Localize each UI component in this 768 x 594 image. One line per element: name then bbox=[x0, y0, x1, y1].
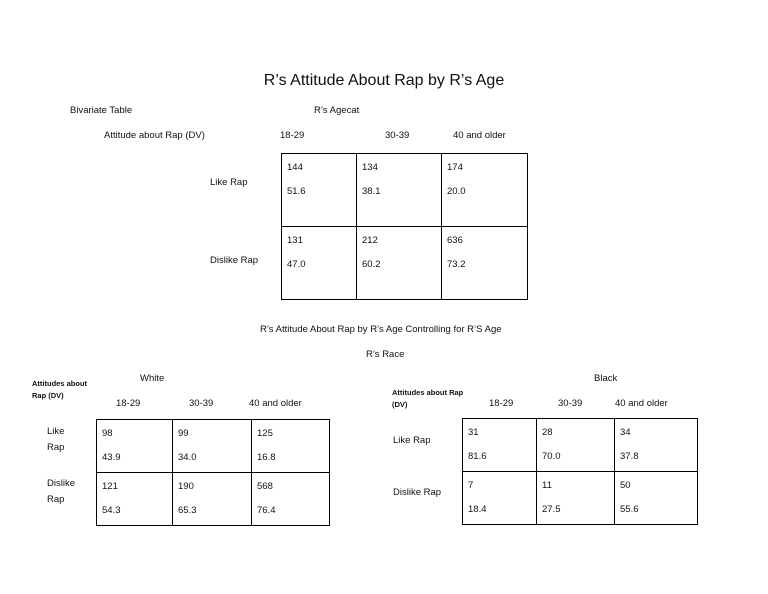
cell-percent: 34.0 bbox=[178, 452, 197, 463]
table-cell bbox=[97, 420, 173, 473]
cell-count: 31 bbox=[468, 427, 479, 438]
bivariate-table bbox=[281, 153, 528, 300]
cell-percent: 43.9 bbox=[102, 452, 121, 463]
age-header-18-29: 18-29 bbox=[280, 130, 305, 141]
page-title: R’s Attitude About Rap by R’s Age bbox=[263, 72, 505, 89]
table-cell bbox=[463, 419, 537, 472]
black-age-header-30-39: 30-39 bbox=[558, 398, 583, 409]
cell-percent: 16.8 bbox=[257, 452, 276, 463]
white-dv-label-line1: Attitudes about bbox=[32, 379, 87, 388]
cell-percent: 81.6 bbox=[468, 451, 487, 462]
table-cell bbox=[537, 419, 615, 472]
age-header-40-older: 40 and older bbox=[453, 130, 506, 141]
age-header-30-39: 30-39 bbox=[385, 130, 410, 141]
cell-percent: 76.4 bbox=[257, 505, 276, 516]
cell-count: 636 bbox=[447, 235, 463, 246]
cell-count: 50 bbox=[620, 480, 631, 491]
table-cell bbox=[282, 227, 357, 300]
table-cell bbox=[537, 472, 615, 525]
white-dv-label-line2: Rap (DV) bbox=[32, 391, 64, 400]
table-cell bbox=[442, 227, 528, 300]
white-age-header-18-29: 18-29 bbox=[116, 398, 141, 409]
table-cell bbox=[173, 473, 252, 526]
table-row bbox=[97, 420, 330, 473]
cell-percent: 38.1 bbox=[362, 186, 381, 197]
black-dv-label-line1: Attitudes about Rap bbox=[392, 388, 464, 397]
row-label-dislike-rap: Dislike Rap bbox=[210, 255, 259, 266]
white-label: White bbox=[140, 373, 165, 384]
bivariate-table-label: Bivariate Table bbox=[70, 105, 133, 116]
black-table bbox=[462, 418, 698, 525]
black-age-header-40-older: 40 and older bbox=[615, 398, 668, 409]
cell-percent: 27.5 bbox=[542, 504, 561, 515]
cell-count: 98 bbox=[102, 428, 113, 439]
cell-count: 125 bbox=[257, 428, 273, 439]
table-cell bbox=[463, 472, 537, 525]
cell-percent: 65.3 bbox=[178, 505, 197, 516]
table-cell bbox=[357, 154, 442, 227]
table-row bbox=[282, 154, 528, 227]
table-row bbox=[463, 419, 698, 472]
cell-percent: 54.3 bbox=[102, 505, 121, 516]
table-cell bbox=[252, 420, 330, 473]
cell-percent: 51.6 bbox=[287, 186, 306, 197]
white-row-label-like: Like bbox=[47, 426, 65, 437]
black-row-label-like-rap: Like Rap bbox=[393, 435, 431, 446]
cell-percent: 60.2 bbox=[362, 259, 381, 270]
cell-percent: 20.0 bbox=[447, 186, 466, 197]
cell-count: 28 bbox=[542, 427, 553, 438]
cell-count: 131 bbox=[287, 235, 303, 246]
cell-count: 7 bbox=[468, 480, 474, 491]
cell-count: 99 bbox=[178, 428, 189, 439]
cell-percent: 70.0 bbox=[542, 451, 561, 462]
table-cell bbox=[252, 473, 330, 526]
cell-percent: 18.4 bbox=[468, 504, 487, 515]
cell-count: 11 bbox=[542, 480, 552, 491]
row-label-like-rap: Like Rap bbox=[210, 177, 248, 188]
white-row-label-dislike: Dislike bbox=[47, 478, 75, 489]
table-row bbox=[282, 227, 528, 300]
cell-count: 121 bbox=[102, 481, 118, 492]
table-cell bbox=[97, 473, 173, 526]
cell-count: 190 bbox=[178, 481, 194, 492]
white-table bbox=[96, 419, 330, 526]
white-row-label-rap-2: Rap bbox=[47, 494, 65, 505]
controlled-subtitle: R’s Attitude About Rap by R’s Age Controlling for R’S Age bbox=[260, 324, 502, 335]
cell-count: 212 bbox=[362, 235, 378, 246]
table-cell bbox=[173, 420, 252, 473]
table-row bbox=[97, 473, 330, 526]
table-cell bbox=[615, 419, 698, 472]
white-row-label-rap: Rap bbox=[47, 442, 65, 453]
cell-percent: 55.6 bbox=[620, 504, 639, 515]
cell-count: 144 bbox=[287, 162, 303, 173]
dependent-variable-label: Attitude about Rap (DV) bbox=[104, 130, 205, 141]
black-age-header-18-29: 18-29 bbox=[489, 398, 514, 409]
white-age-header-30-39: 30-39 bbox=[189, 398, 214, 409]
independent-variable-label: R’s Agecat bbox=[314, 105, 360, 116]
table-cell bbox=[282, 154, 357, 227]
table-cell bbox=[357, 227, 442, 300]
black-dv-label-line2: (DV) bbox=[392, 400, 408, 409]
race-label: R’s Race bbox=[366, 349, 405, 360]
cell-percent: 73.2 bbox=[447, 259, 466, 270]
cell-count: 174 bbox=[447, 162, 463, 173]
table-cell bbox=[442, 154, 528, 227]
cell-count: 568 bbox=[257, 481, 273, 492]
cell-count: 134 bbox=[362, 162, 378, 173]
black-row-label-dislike-rap: Dislike Rap bbox=[393, 487, 442, 498]
white-age-header-40-older: 40 and older bbox=[249, 398, 302, 409]
black-label: Black bbox=[594, 373, 618, 384]
cell-percent: 37.8 bbox=[620, 451, 639, 462]
table-row bbox=[463, 472, 698, 525]
table-cell bbox=[615, 472, 698, 525]
cell-percent: 47.0 bbox=[287, 259, 306, 270]
cell-count: 34 bbox=[620, 427, 631, 438]
